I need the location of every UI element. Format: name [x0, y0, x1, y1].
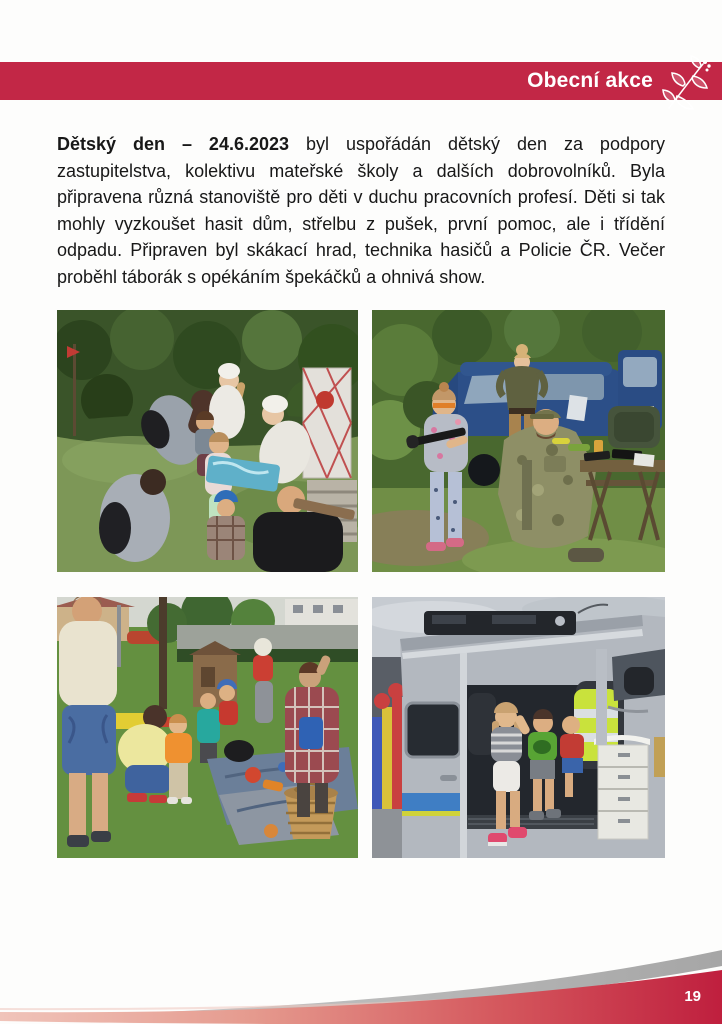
header-band [0, 62, 722, 100]
photo-grid [57, 310, 665, 858]
page-number: 19 [684, 988, 701, 1005]
photo-police-van-children [372, 597, 665, 858]
photo-shooting-station [372, 310, 665, 572]
leaf-branch-icon [663, 54, 713, 112]
photo-craft-table [57, 310, 358, 572]
article-lead: Dětský den – 24.6.2023 [57, 134, 290, 154]
article-paragraph [57, 131, 665, 290]
photo-lawn-games [57, 597, 358, 858]
article-body: byl uspořádán dětský den za podpory zastupitelstva, kolektivu mateřské školy a dalších dobrovolníků. Byla připravena různá stanoviště pro děti v duchu pracovních profesí. Děti si tak mohly vyzkoušet hasit dům, střelbu z pušek, první pomoc, ale i třídění odpadu. Připraven byl skákací hrad, technika hasičů a Policie ČR. Večer proběhl táborák s opékáním špekáčků a ohnivá show. [57, 134, 665, 287]
footer [0, 940, 722, 1024]
section-title: Obecní akce [527, 69, 653, 92]
footer-swoosh [0, 940, 722, 1024]
